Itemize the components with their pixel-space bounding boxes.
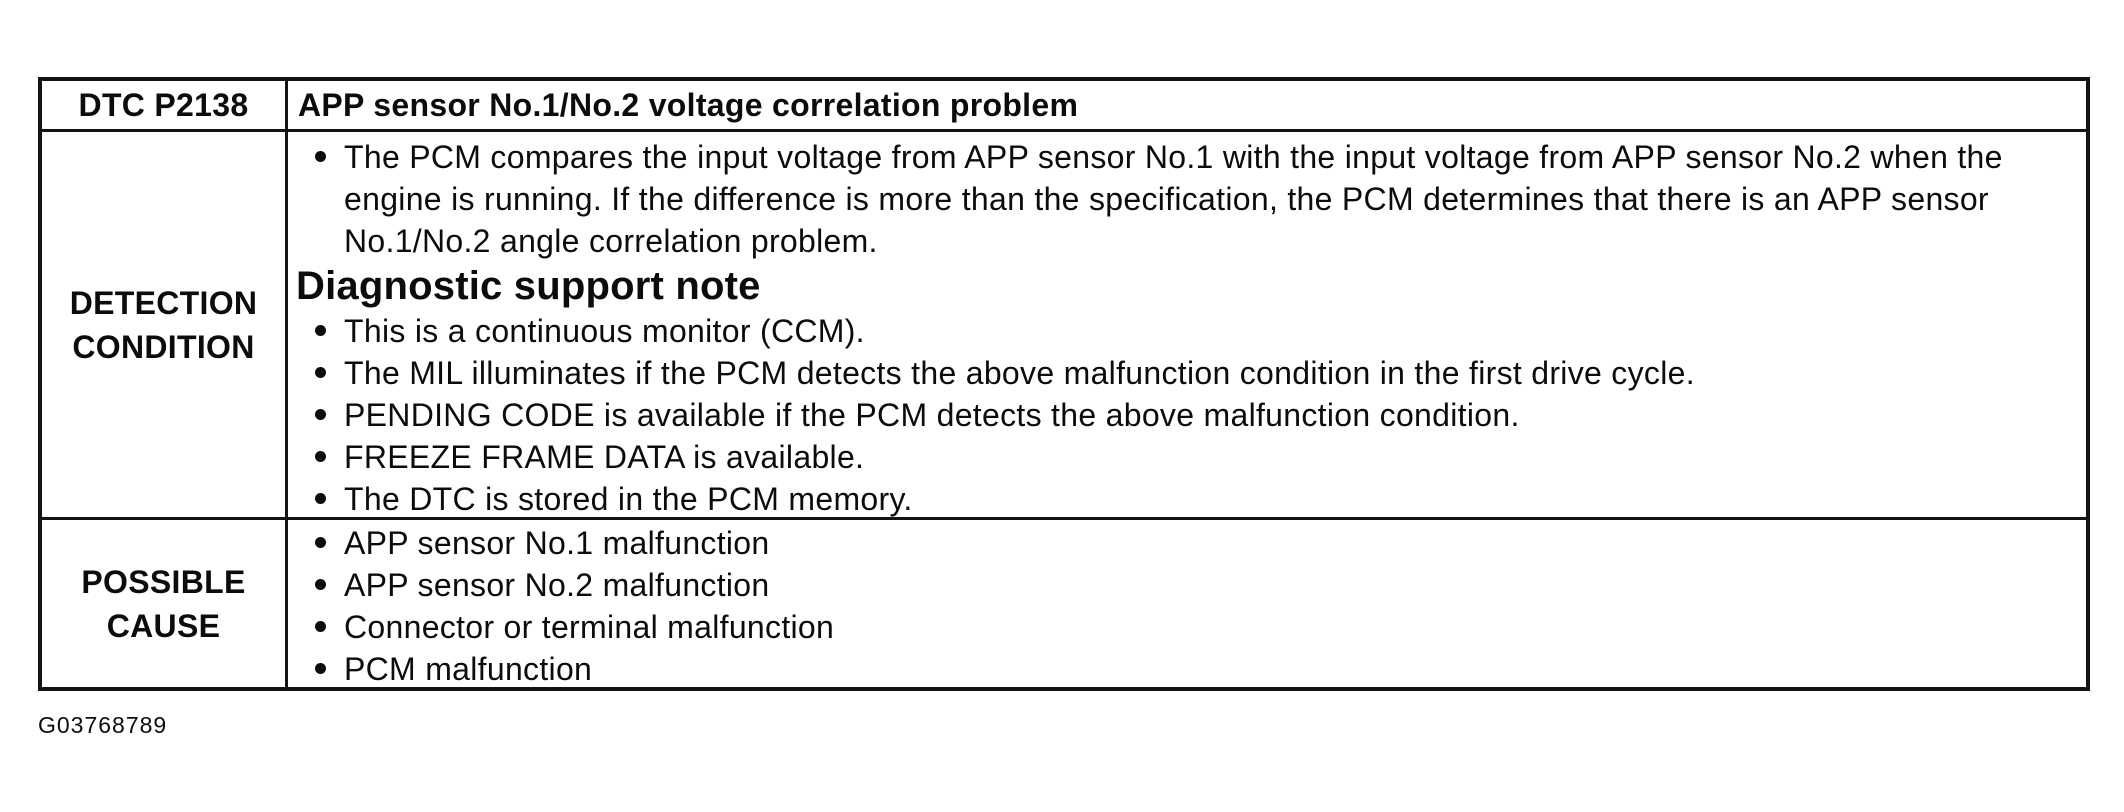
dtc-description-cell: APP sensor No.1/No.2 voltage correlation problem (298, 86, 1079, 123)
dtc-info-table (38, 77, 2090, 691)
list-item-text: APP sensor No.1 malfunction (344, 525, 770, 561)
bullet-icon (315, 367, 326, 378)
bullet-icon (315, 621, 326, 632)
list-item (294, 310, 2066, 352)
bullet-icon (315, 663, 326, 674)
list-item (294, 136, 2066, 262)
list-item (294, 352, 2066, 394)
detection-condition-label: DETECTION CONDITION (42, 132, 288, 517)
table-row-header (42, 81, 2086, 129)
list-item (294, 606, 2066, 648)
list-item-text: APP sensor No.2 malfunction (344, 567, 770, 603)
list-item-text: FREEZE FRAME DATA is available. (344, 439, 865, 475)
bullet-icon (315, 325, 326, 336)
figure-reference-code: G03768789 (38, 712, 168, 738)
bullet-icon (315, 537, 326, 548)
list-item-text: PENDING CODE is available if the PCM detects the above malfunction condition. (344, 397, 1520, 433)
list-item (294, 394, 2066, 436)
list-item (294, 478, 2066, 517)
bullet-icon (315, 493, 326, 504)
dtc-code-cell: DTC P2138 (42, 81, 288, 129)
diagnostic-support-note-heading: Diagnostic support note (296, 264, 761, 308)
bullet-icon (315, 409, 326, 420)
bullet-icon (315, 151, 326, 162)
possible-cause-label: POSSIBLE CAUSE (42, 520, 288, 687)
list-item-text: This is a continuous monitor (CCM). (344, 313, 865, 349)
list-item (294, 564, 2066, 606)
list-item-text: The DTC is stored in the PCM memory. (344, 481, 913, 517)
list-item-text: The PCM compares the input voltage from APP sensor No.1 with the input voltage from APP sensor No.2 when the engine is running. If the difference is more than the specification, the PCM determines that there is an APP sensor No.1/No.2 angle correlation problem. (344, 139, 2003, 259)
table-row-detection-condition (42, 129, 2086, 517)
list-item (294, 648, 2066, 687)
list-item-text: PCM malfunction (344, 651, 593, 687)
detection-condition-content (288, 132, 2086, 517)
list-item (294, 522, 2066, 564)
list-item (294, 436, 2066, 478)
list-item-text: Connector or terminal malfunction (344, 609, 835, 645)
list-item-text: The MIL illuminates if the PCM detects the above malfunction condition in the first drive cycle. (344, 355, 1695, 391)
bullet-icon (315, 451, 326, 462)
table-row-possible-cause (42, 517, 2086, 687)
bullet-icon (315, 579, 326, 590)
possible-cause-content (288, 520, 2086, 687)
